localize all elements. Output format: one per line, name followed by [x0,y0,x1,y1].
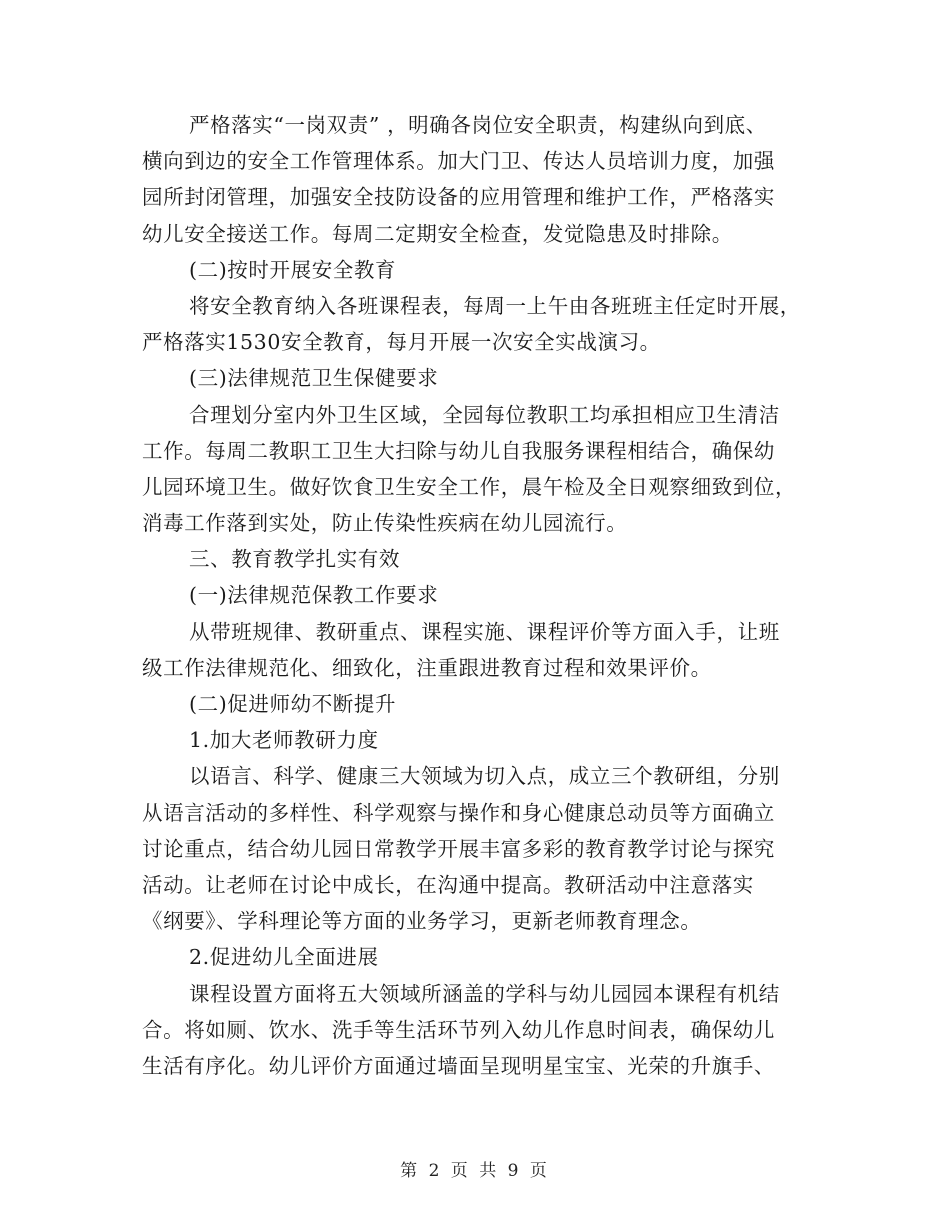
text-line: 讨论重点，结合幼儿园日常教学开展丰富多彩的教育教学讨论与探究 [142,836,775,861]
text-line: 严格落实“一岗双责” ，明确各岗位安全职责，构建纵向到底、 [189,113,767,137]
page-footer: 第 2 页 共 9 页 [400,1161,550,1181]
text-line: 消毒工作落到实处，防止传染性疾病在幼儿园流行。 [142,511,628,536]
text-line: 课程设置方面将五大领域所涵盖的学科与幼儿园园本课程有机结 [189,981,780,1006]
text-line: (二)按时开展安全教育 [189,257,397,282]
text-line: 将安全教育纳入各班课程表，每周一上午由各班班主任定时开展， [189,293,801,318]
text-line: 严格落实1530安全教育，每月开展一次安全实战演习。 [142,330,661,355]
text-line: 儿园环境卫生。做好饮食卫生安全工作，晨午检及全日观察细致到位， [142,474,797,499]
text-line: 2.促进幼儿全面进展 [189,945,379,970]
text-line: 从语言活动的多样性、科学观察与操作和身心健康总动员等方面确立 [142,800,775,825]
text-line: 1.加大老师教研力度 [189,728,379,753]
text-line: 活动。让老师在讨论中成长，在沟通中提高。教研活动中注意落实 [142,872,754,897]
text-line: 《纲要》、学科理论等方面的业务学习，更新老师教育理念。 [142,909,702,934]
text-line: 合理划分室内外卫生区域，全园每位教职工均承担相应卫生清洁 [189,402,780,427]
text-line: 工作。每周二教职工卫生大扫除与幼儿自我服务课程相结合，确保幼 [142,438,775,463]
text-line: (一)法律规范保教工作要求 [189,583,439,608]
text-line: 级工作法律规范化、细致化，注重跟进教育过程和效果评价。 [142,655,712,680]
text-line: 从带班规律、教研重点、课程实施、课程评价等方面入手，让班 [189,619,780,644]
text-line: 三、教育教学扎实有效 [189,547,400,572]
text-line: (二)促进师幼不断提升 [189,692,397,716]
text-line: 幼儿安全接送工作。每周二定期安全检查，发觉隐患及时排除。 [142,221,733,246]
text-line: 横向到边的安全工作管理体系。加大门卫、传达人员培训力度，加强 [142,149,775,174]
document-body [142,107,810,1084]
text-line: 合。将如厕、饮水、洗手等生活环节列入幼儿作息时间表，确保幼儿 [142,1017,775,1042]
text-line: 生活有序化。幼儿评价方面通过墙面呈现明星宝宝、光荣的升旗手、 [142,1053,775,1078]
text-line: 以语言、科学、健康三大领域为切入点，成立三个教研组，分别 [189,764,780,789]
text-line: 园所封闭管理，加强安全技防设备的应用管理和维护工作，严格落实 [142,185,775,210]
text-line: (三)法律规范卫生保健要求 [189,366,439,391]
